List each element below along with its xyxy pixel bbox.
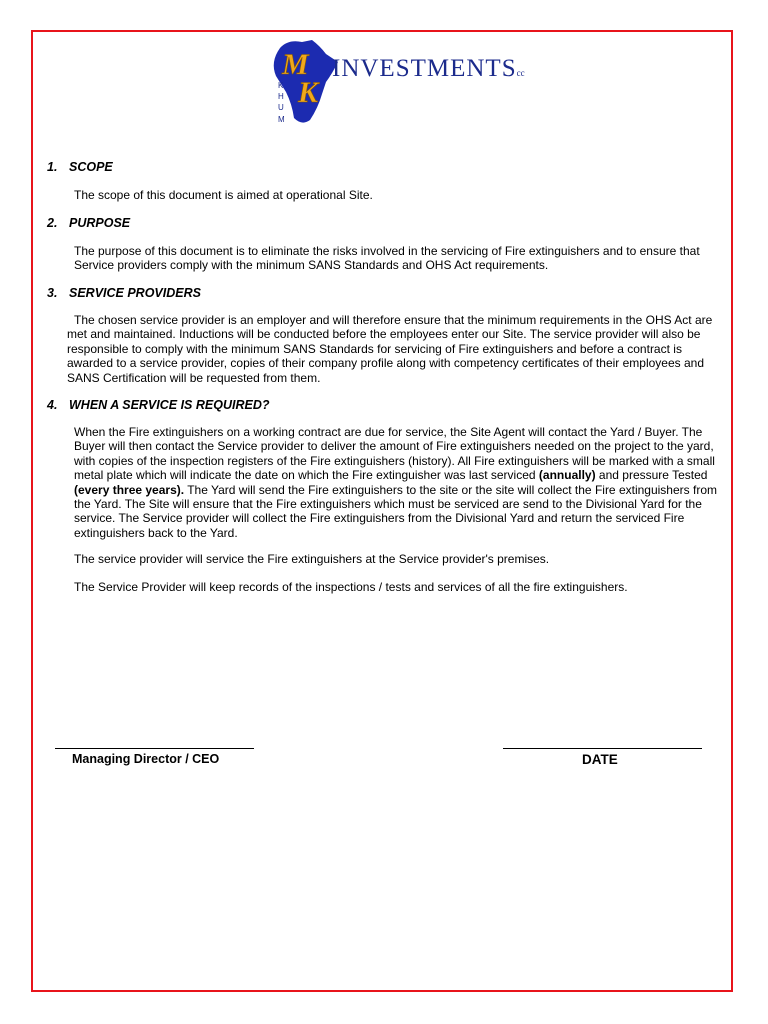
- scope-paragraph: The scope of this document is aimed at operational Site.: [74, 188, 373, 202]
- svg-text:K: K: [278, 81, 284, 90]
- svg-text:U: U: [278, 103, 284, 112]
- section-heading-purpose: 2. PURPOSE: [47, 216, 131, 230]
- director-signature-line: [55, 748, 254, 749]
- records-paragraph: The Service Provider will keep records of the inspections / tests and services of all the fire extinguishers.: [74, 580, 628, 594]
- company-name: INVESTMENTScc: [332, 55, 525, 82]
- date-signature-label: DATE: [582, 752, 618, 767]
- svg-text:M: M: [282, 48, 309, 81]
- service-providers-paragraph: The chosen service provider is an employer and will therefore ensure that the minimum requirements in the OHS Act are met and maintained. Inductions will be conducted before the employees enter our Site. The service provider will also be responsible to comply with the minimum SANS Standards for servicing of Fire extinguishers and before a contract is awarded to a service provider, copies of their company profile along with competency certificates of their employees and SANS Certification will be requested from them.: [67, 313, 713, 385]
- director-signature-label: Managing Director / CEO: [72, 752, 220, 766]
- date-signature-line: [503, 748, 702, 749]
- service-required-paragraph: When the Fire extinguishers on a working contract are due for service, the Site Agent will contact the Yard / Buyer. The Buyer will then contact the Service provider to deliver the amount of Fire extinguishers needed on the project to the yard, with copies of the inspection registers of the Fire extinguishers (history). All Fire extinguishers will be marked with a small metal plate which will indicate the date on which the Fire extinguisher was last serviced (annually) and pressure Tested (every three years). The Yard will send the Fire extinguishers to the site or the site will collect the Fire extinguishers from the Yard. The Site will ensure that the Fire extinguishers which must be serviced are send to the Divisional Yard for the service. The Service provider will collect the Fire extinguishers from the Divisional Yard and return the serviced Fire extinguishers back to the Yard.: [74, 425, 717, 540]
- svg-text:H: H: [278, 92, 284, 101]
- service-premises-paragraph: The service provider will service the Fire extinguishers at the Service provider's premises.: [74, 552, 550, 566]
- purpose-paragraph: The purpose of this document is to eliminate the risks involved in the servicing of Fire extinguishers and to ensure that Service providers comply with the minimum SANS Standards and OHS Act requirements.: [74, 244, 700, 273]
- section-heading-scope: 1. SCOPE: [47, 160, 113, 174]
- svg-text:K: K: [298, 76, 319, 109]
- section-heading-service-providers: 3. SERVICE PROVIDERS: [47, 286, 201, 300]
- svg-text:M: M: [278, 115, 285, 124]
- section-heading-service-required: 4. WHEN A SERVICE IS REQUIRED?: [47, 398, 270, 412]
